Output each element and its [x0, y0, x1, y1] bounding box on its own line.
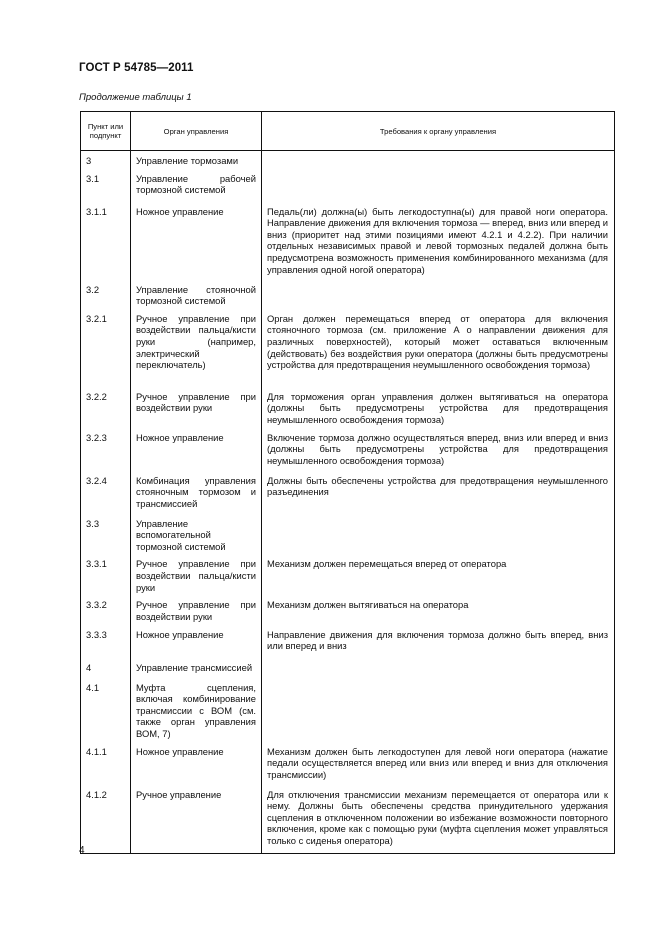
clause-number: 3.3.3 — [81, 627, 131, 660]
requirement-text — [262, 171, 615, 204]
table-row — [81, 389, 615, 430]
table-row — [81, 556, 615, 597]
table-row — [81, 171, 615, 204]
table-row — [81, 473, 615, 516]
table-caption: Продолжение таблицы 1 — [79, 92, 192, 103]
clause-number: 3.1.1 — [81, 204, 131, 282]
table-row — [81, 787, 615, 854]
standard-header: ГОСТ Р 54785—2011 — [79, 62, 194, 74]
control-name: Ножное управление — [131, 627, 262, 660]
requirement-text: Механизм должен быть легкодоступен для левой ноги оператора (нажатие педали осуществляется вперед или вниз или вперед и вниз для отключения трансмиссии) — [262, 744, 615, 787]
clause-number: 4.1.2 — [81, 787, 131, 854]
table-row — [81, 151, 615, 171]
clause-number: 4.1.1 — [81, 744, 131, 787]
clause-number: 3.3.2 — [81, 597, 131, 626]
requirement-text: Для отключения трансмиссии механизм перемещается от оператора или к нему. Должны быть обеспечены средства принудительного удержания сцепления в отключенном положении во избежание возможности повторного включения, кроме как с помощью руки (муфта сцепления может управляться только с сиденья оператора) — [262, 787, 615, 854]
control-name: Ручное управление при воздействии руки — [131, 389, 262, 430]
requirement-text: Должны быть обеспечены устройства для предотвращения неумышленного разъединения — [262, 473, 615, 516]
column-header-clause: Пункт или подпункт — [81, 112, 131, 151]
table-row — [81, 516, 615, 557]
table-row — [81, 282, 615, 311]
table-row — [81, 660, 615, 680]
requirement-text — [262, 516, 615, 557]
requirement-text — [262, 151, 615, 171]
page-number: 4 — [79, 845, 85, 856]
clause-number: 3.2.4 — [81, 473, 131, 516]
control-name: Ножное управление — [131, 744, 262, 787]
requirement-text: Механизм должен вытягиваться на оператора — [262, 597, 615, 626]
requirement-text: Орган должен перемещаться вперед от оператора для включения стояночного тормоза (см. приложение А о направлении движения для различных поверхностей), который может оставаться включенным (действовать) без воздействия руки оператора (должны быть предусмотрены устройства для предотвращения неумышленного освобождения тормоза) — [262, 311, 615, 389]
requirement-text — [262, 282, 615, 311]
clause-number: 3.2.2 — [81, 389, 131, 430]
table-row — [81, 627, 615, 660]
table-row — [81, 204, 615, 282]
requirement-text: Направление движения для включения тормоза должно быть вперед, вниз или вперед и вниз — [262, 627, 615, 660]
requirement-text: Механизм должен перемещаться вперед от оператора — [262, 556, 615, 597]
control-name: Муфта сцепления, включая комбинирование трансмиссии с ВОМ (см. также орган управления ВОМ, 7) — [131, 680, 262, 744]
clause-number: 3.1 — [81, 171, 131, 204]
control-name: Управление трансмиссией — [131, 660, 262, 680]
requirement-text: Педаль(ли) должна(ы) быть легкодоступна(ы) для правой ноги оператора. Направление движения для включения тормоза — вперед, вниз или вперед и вниз (приоритет над этими позициями имеют 4.2.1 и 4.2.2). При наличии отдельных независимых правой и левой тормозных педалей должна быть предусмотрена возможность применения комбинированного механизма (для управления одной ногой оператора) — [262, 204, 615, 282]
control-name: Ножное управление — [131, 204, 262, 282]
requirement-text — [262, 660, 615, 680]
clause-number: 3.3.1 — [81, 556, 131, 597]
control-name: Ручное управление при воздействии пальца/кисти руки — [131, 556, 262, 597]
table-header-row — [81, 112, 615, 151]
requirements-table — [80, 111, 615, 854]
table-row — [81, 311, 615, 389]
control-name: Управление стояночной тормозной системой — [131, 282, 262, 311]
control-name: Ручное управление при воздействии руки — [131, 597, 262, 626]
control-name: Комбинация управления стояночным тормозом и трансмиссией — [131, 473, 262, 516]
requirement-text: Включение тормоза должно осуществляться вперед, вниз или вперед и вниз (должны быть предусмотрены устройства для предотвращения неумышленного освобождения тормоза) — [262, 430, 615, 473]
clause-number: 3.3 — [81, 516, 131, 557]
control-name: Ручное управление — [131, 787, 262, 854]
control-name: Ножное управление — [131, 430, 262, 473]
control-name: Ручное управление при воздействии пальца/кисти руки (например, электрический переключатель) — [131, 311, 262, 389]
table-row — [81, 680, 615, 744]
requirement-text — [262, 680, 615, 744]
clause-number: 3.2 — [81, 282, 131, 311]
column-header-requirements: Требования к органу управления — [262, 112, 615, 151]
table-row — [81, 430, 615, 473]
control-name: Управление вспомогательной тормозной системой — [131, 516, 262, 557]
requirement-text: Для торможения орган управления должен вытягиваться на оператора (должны быть предусмотрены устройства для предотвращения неумышленного освобождения тормоза) — [262, 389, 615, 430]
control-name: Управление тормозами — [131, 151, 262, 171]
clause-number: 4 — [81, 660, 131, 680]
clause-number: 3 — [81, 151, 131, 171]
table-row — [81, 597, 615, 626]
clause-number: 3.2.3 — [81, 430, 131, 473]
clause-number: 3.2.1 — [81, 311, 131, 389]
table-body — [81, 151, 615, 854]
clause-number: 4.1 — [81, 680, 131, 744]
control-name: Управление рабочей тормозной системой — [131, 171, 262, 204]
table-row — [81, 744, 615, 787]
column-header-control: Орган управления — [131, 112, 262, 151]
